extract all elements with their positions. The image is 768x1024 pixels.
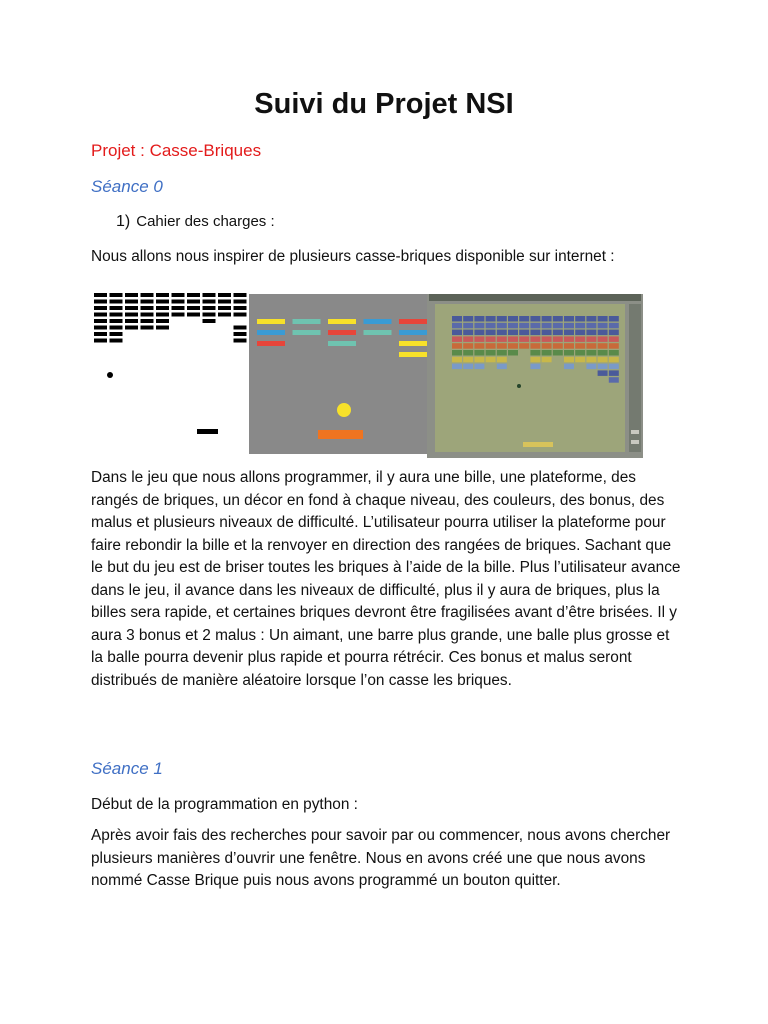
brick bbox=[125, 319, 138, 323]
brick bbox=[508, 316, 518, 322]
brick bbox=[125, 326, 138, 330]
brick bbox=[564, 364, 574, 370]
brick bbox=[203, 313, 216, 317]
brick bbox=[609, 316, 619, 322]
brick bbox=[257, 319, 285, 324]
brick bbox=[293, 319, 321, 324]
brick bbox=[575, 357, 585, 363]
brick bbox=[508, 350, 518, 356]
brick bbox=[553, 316, 563, 322]
brick bbox=[542, 330, 552, 336]
brick bbox=[234, 326, 247, 330]
brick bbox=[553, 323, 563, 329]
brick bbox=[564, 330, 574, 336]
brick bbox=[399, 319, 427, 324]
brick bbox=[110, 300, 123, 304]
brick bbox=[474, 343, 484, 349]
brick bbox=[156, 293, 169, 297]
brick bbox=[497, 343, 507, 349]
brick bbox=[141, 306, 154, 310]
brick bbox=[564, 323, 574, 329]
brick bbox=[399, 341, 427, 346]
brick bbox=[234, 306, 247, 310]
brick bbox=[141, 313, 154, 317]
brick bbox=[486, 350, 496, 356]
brick bbox=[486, 316, 496, 322]
brick bbox=[474, 323, 484, 329]
seance-0-heading: Séance 0 bbox=[91, 177, 163, 196]
brick bbox=[575, 343, 585, 349]
brick bbox=[609, 350, 619, 356]
brick bbox=[598, 343, 608, 349]
brick bbox=[463, 350, 473, 356]
brick bbox=[94, 313, 107, 317]
brick bbox=[203, 300, 216, 304]
brick bbox=[156, 306, 169, 310]
brick bbox=[564, 350, 574, 356]
brick bbox=[598, 316, 608, 322]
brick bbox=[452, 364, 462, 370]
brick bbox=[172, 306, 185, 310]
brick bbox=[564, 336, 574, 342]
brick bbox=[530, 343, 540, 349]
brick bbox=[156, 326, 169, 330]
brick bbox=[542, 350, 552, 356]
arkanoid-style-breakout-screenshot bbox=[427, 294, 643, 458]
brick bbox=[234, 313, 247, 317]
brick bbox=[141, 326, 154, 330]
brick bbox=[564, 357, 574, 363]
grey-colored-breakout-screenshot bbox=[249, 294, 427, 454]
brick bbox=[218, 306, 231, 310]
list-item-cahier-des-charges bbox=[116, 213, 275, 231]
brick bbox=[609, 377, 619, 383]
brick bbox=[172, 313, 185, 317]
brick bbox=[156, 300, 169, 304]
brick bbox=[553, 330, 563, 336]
brick bbox=[486, 323, 496, 329]
brick bbox=[218, 313, 231, 317]
brick bbox=[586, 364, 596, 370]
brick bbox=[94, 300, 107, 304]
brick bbox=[586, 316, 596, 322]
brick bbox=[110, 306, 123, 310]
brick bbox=[542, 336, 552, 342]
brick bbox=[508, 330, 518, 336]
breakout-examples-images bbox=[91, 290, 643, 458]
brick bbox=[187, 300, 200, 304]
brick bbox=[234, 293, 247, 297]
brick bbox=[530, 330, 540, 336]
brick bbox=[497, 357, 507, 363]
brick bbox=[125, 293, 138, 297]
brick bbox=[187, 293, 200, 297]
brick bbox=[187, 313, 200, 317]
brick bbox=[519, 323, 529, 329]
brick bbox=[257, 341, 285, 346]
brick bbox=[598, 336, 608, 342]
brick bbox=[328, 319, 356, 324]
brick bbox=[564, 316, 574, 322]
brick bbox=[218, 300, 231, 304]
brick bbox=[463, 330, 473, 336]
brick bbox=[530, 323, 540, 329]
brick bbox=[542, 323, 552, 329]
brick bbox=[234, 332, 247, 336]
brick bbox=[203, 306, 216, 310]
brick bbox=[553, 350, 563, 356]
brick bbox=[530, 336, 540, 342]
seance-0-description: Dans le jeu que nous allons programmer, il y aura une bille, une plateforme, des rangés de briques, un décor en fond à chaque niveau, des couleurs, des bonus, des malus et plusieurs niveaux de difficulté. L’utilisateur pourra utiliser la plateforme pour faire rebondir la bille et la renvoyer en direction des rangées de briques. Sachant que le but du jeu est de briser toutes les briques à l’aide de la bille. Plus l’utilisateur avance dans le jeu, il avance dans les niveaux de difficulté, plus il y aura de briques, plus la billes sera rapide, et certaines briques devront être fragilisées avant d’être brisées. Il y aura 3 bonus et 2 malus : Un aimant, une barre plus grande, une balle plus grosse et la balle pourra devenir plus rapide et pourra rétrécir. Ces bonus et malus seront distribués de manière aléatoire lorsque l’on casse les briques. bbox=[91, 469, 681, 689]
brick bbox=[586, 330, 596, 336]
brick bbox=[609, 343, 619, 349]
brick bbox=[586, 357, 596, 363]
brick bbox=[530, 364, 540, 370]
brick bbox=[452, 336, 462, 342]
brick bbox=[497, 336, 507, 342]
brick bbox=[497, 323, 507, 329]
brick bbox=[474, 350, 484, 356]
brick bbox=[474, 357, 484, 363]
brick bbox=[125, 313, 138, 317]
brick bbox=[234, 339, 247, 343]
brick bbox=[530, 357, 540, 363]
brick bbox=[519, 330, 529, 336]
brick bbox=[328, 341, 356, 346]
list-item-text: Cahier des charges : bbox=[136, 213, 275, 230]
brick bbox=[497, 350, 507, 356]
intro-paragraph: Nous allons nous inspirer de plusieurs casse-briques disponible sur internet : bbox=[91, 248, 615, 265]
brick bbox=[542, 316, 552, 322]
brick bbox=[463, 336, 473, 342]
brick bbox=[94, 326, 107, 330]
brick bbox=[598, 357, 608, 363]
brick bbox=[609, 370, 619, 376]
brick bbox=[463, 316, 473, 322]
brick bbox=[564, 343, 574, 349]
brick bbox=[203, 293, 216, 297]
brick bbox=[553, 343, 563, 349]
brick bbox=[598, 364, 608, 370]
brick bbox=[452, 323, 462, 329]
brick bbox=[542, 357, 552, 363]
brick bbox=[519, 343, 529, 349]
brick bbox=[328, 330, 356, 335]
brick bbox=[497, 330, 507, 336]
brick bbox=[598, 370, 608, 376]
brick bbox=[452, 343, 462, 349]
brick bbox=[486, 330, 496, 336]
brick bbox=[94, 319, 107, 323]
brick bbox=[508, 343, 518, 349]
brick bbox=[218, 293, 231, 297]
brick bbox=[542, 343, 552, 349]
brick bbox=[172, 300, 185, 304]
brick bbox=[586, 350, 596, 356]
brick bbox=[609, 364, 619, 370]
brick bbox=[598, 350, 608, 356]
brick bbox=[609, 357, 619, 363]
brick bbox=[508, 323, 518, 329]
brick bbox=[399, 352, 427, 357]
brick bbox=[141, 293, 154, 297]
brick bbox=[575, 323, 585, 329]
brick bbox=[364, 319, 392, 324]
brick bbox=[575, 316, 585, 322]
brick bbox=[399, 330, 427, 335]
brick bbox=[257, 330, 285, 335]
brick bbox=[234, 300, 247, 304]
brick bbox=[156, 319, 169, 323]
brick bbox=[94, 293, 107, 297]
brick bbox=[586, 336, 596, 342]
brick bbox=[497, 316, 507, 322]
brick bbox=[452, 350, 462, 356]
brick bbox=[452, 330, 462, 336]
brick bbox=[598, 330, 608, 336]
brick bbox=[94, 306, 107, 310]
brick bbox=[364, 330, 392, 335]
brick bbox=[586, 343, 596, 349]
brick bbox=[609, 323, 619, 329]
project-label: Projet : Casse-Briques bbox=[91, 141, 262, 160]
brick bbox=[586, 323, 596, 329]
brick bbox=[486, 343, 496, 349]
list-item-number: 1) bbox=[116, 213, 131, 230]
brick bbox=[452, 316, 462, 322]
brick bbox=[125, 306, 138, 310]
brick bbox=[463, 364, 473, 370]
brick bbox=[553, 336, 563, 342]
brick bbox=[110, 339, 123, 343]
brick bbox=[94, 332, 107, 336]
brick bbox=[110, 319, 123, 323]
brick bbox=[575, 330, 585, 336]
brick bbox=[609, 336, 619, 342]
brick bbox=[575, 336, 585, 342]
brick bbox=[203, 319, 216, 323]
brick bbox=[474, 316, 484, 322]
programming-start-line: Début de la programmation en python : bbox=[91, 796, 358, 813]
black-and-white-breakout-screenshot bbox=[91, 290, 249, 458]
brick bbox=[141, 319, 154, 323]
brick bbox=[110, 326, 123, 330]
brick bbox=[463, 343, 473, 349]
seance-1-heading: Séance 1 bbox=[91, 759, 163, 778]
brick bbox=[463, 357, 473, 363]
brick bbox=[110, 313, 123, 317]
brick bbox=[519, 336, 529, 342]
brick bbox=[110, 332, 123, 336]
brick bbox=[156, 313, 169, 317]
brick bbox=[598, 323, 608, 329]
brick bbox=[474, 330, 484, 336]
brick bbox=[508, 336, 518, 342]
brick bbox=[609, 330, 619, 336]
brick bbox=[94, 339, 107, 343]
brick bbox=[187, 306, 200, 310]
brick bbox=[474, 364, 484, 370]
seance-1-description: Après avoir fais des recherches pour savoir par ou commencer, nous avons chercher plusieurs manières d’ouvrir une fenêtre. Nous en avons créé une que nous avons nommé Casse Brique puis nous avons programmé un bouton quitter. bbox=[91, 827, 671, 889]
brick bbox=[530, 350, 540, 356]
brick bbox=[110, 293, 123, 297]
brick bbox=[293, 330, 321, 335]
brick bbox=[497, 364, 507, 370]
brick bbox=[463, 323, 473, 329]
brick bbox=[452, 357, 462, 363]
document-title: Suivi du Projet NSI bbox=[254, 88, 514, 120]
brick bbox=[172, 293, 185, 297]
brick bbox=[519, 316, 529, 322]
brick bbox=[530, 316, 540, 322]
brick bbox=[575, 350, 585, 356]
brick bbox=[141, 300, 154, 304]
brick bbox=[125, 300, 138, 304]
brick bbox=[474, 336, 484, 342]
brick bbox=[486, 336, 496, 342]
brick bbox=[486, 357, 496, 363]
